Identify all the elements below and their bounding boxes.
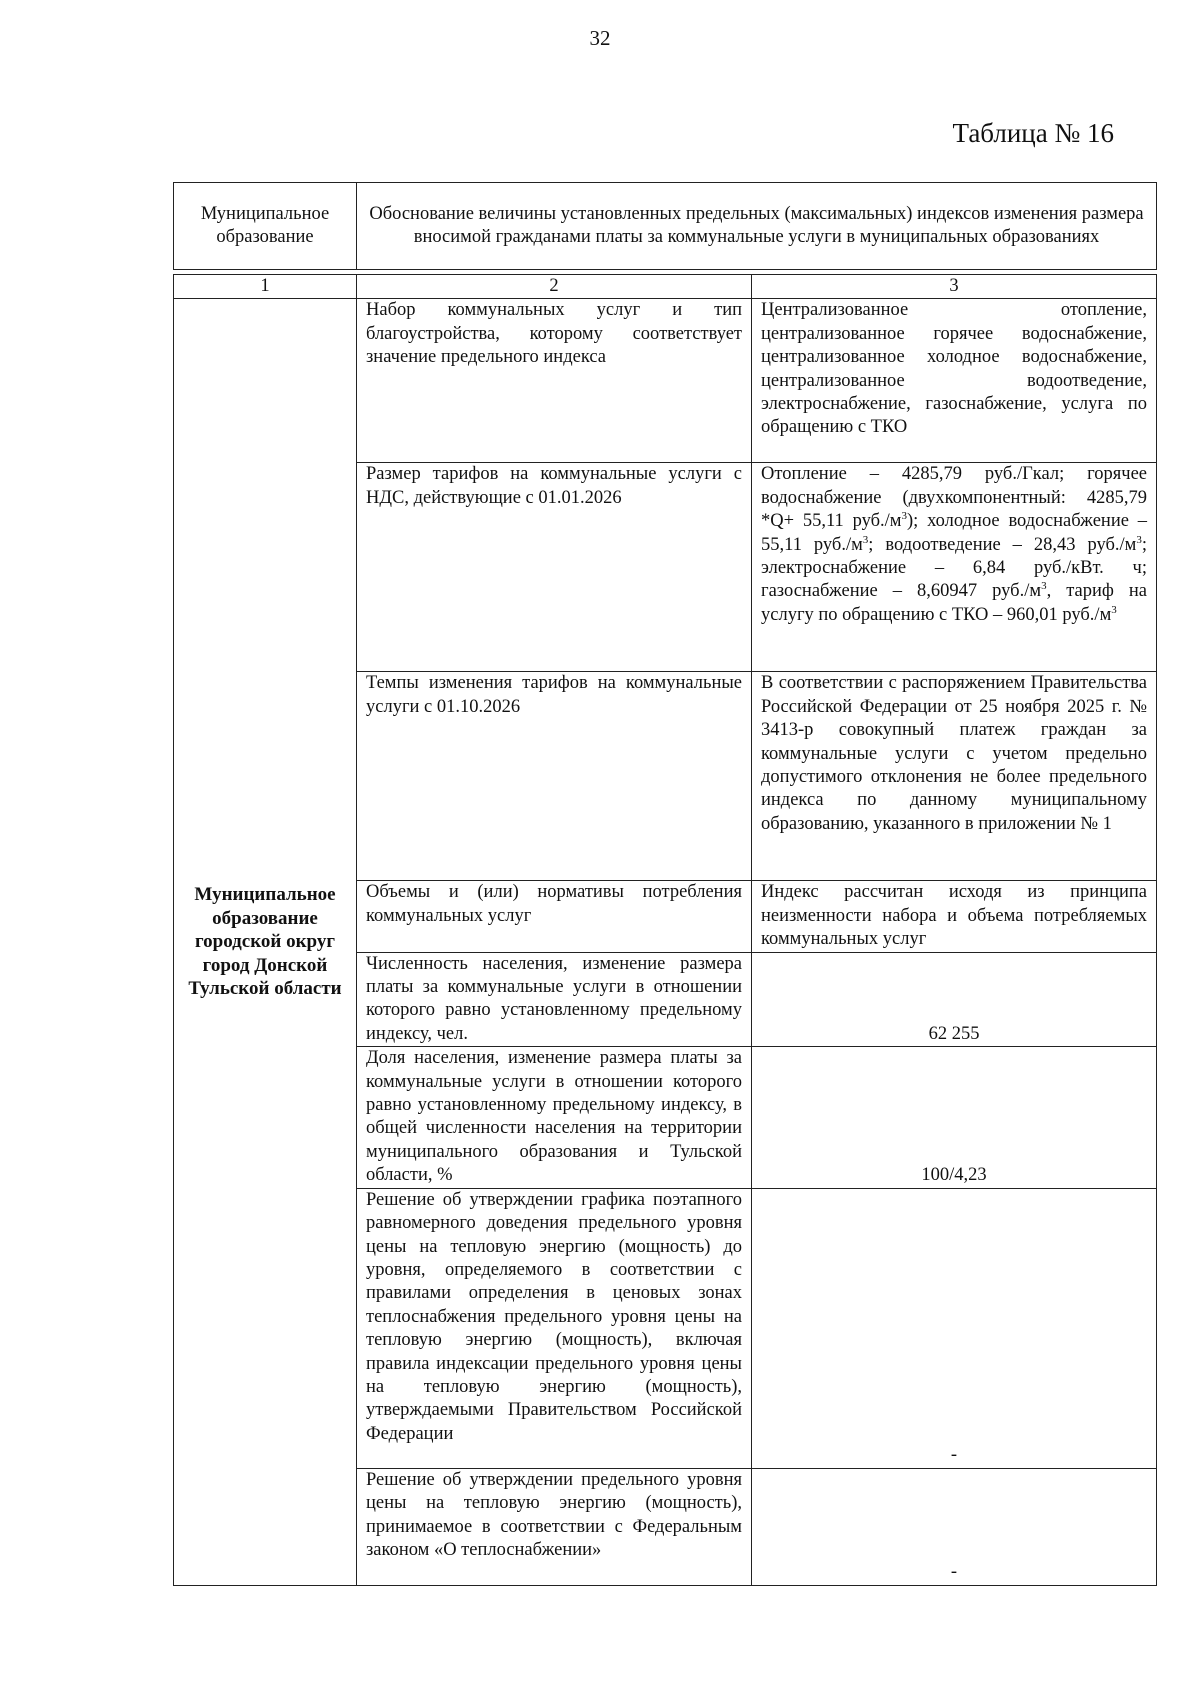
row-value: - [752,1188,1157,1468]
row-label: Доля населения, изменение размера платы за коммунальные услуги в отношении которого равно установленному предельному индексу, в общей численности населения на территории муниципального образования и Тульской области, % [357,1047,752,1188]
row-label: Набор коммунальных услуг и тип благоустройства, которому соответствует значение предельного индекса [357,299,752,463]
header-table [173,182,1157,270]
row-value: 62 255 [752,952,1157,1047]
row-label: Численность населения, изменение размера платы за коммунальные услуги в отношении которого равно установленному предельному индексу, чел. [357,952,752,1047]
column-number-2: 2 [357,275,752,299]
header-col-justification: Обоснование величины установленных предельных (максимальных) индексов изменения размера вносимой гражданами платы за коммунальные услуги в муниципальных образованиях [357,183,1157,270]
row-label: Объемы и (или) нормативы потребления коммунальных услуг [357,881,752,952]
table-title: Таблица № 16 [952,118,1114,148]
row-label: Решение об утверждении предельного уровня цены на тепловую энергию (мощность), принимаемое в соответствии с Федеральным законом «О теплоснабжении» [357,1468,752,1585]
row-label: Решение об утверждении графика поэтапного равномерного доведения предельного уровня цены на тепловую энергию (мощность) до уровня, определяемого в соответствии с правилами определения в ценовых зонах теплоснабжения предельного уровня цены на тепловую энергию (мощность), включая правила индексации предельного уровня цены на тепловую энергию (мощность), утверждаемыми Правительством Российской Федерации [357,1188,752,1468]
header-col-municipality: Муниципальное образование [174,183,357,270]
column-number-3: 3 [752,275,1157,299]
row-value: В соответствии с распоряжением Правительства Российской Федерации от 25 ноября 2025 г. № 3413-р совокупный платеж граждан за коммунальные услуги с учетом предельно допустимого отклонения не более предельного индекса по данному муниципальному образованию, указанного в приложении № 1 [752,672,1157,881]
row-value: Отопление – 4285,79 руб./Гкал; горячее водоснабжение (двухкомпонентный: 4285,79 *Q+ 55,11 $руб./м^3$); холодное водоснабжение – 55,11 $руб./м^3$; водоотведение – 28,43 $руб./м^3$; электроснабжение – 6,84 руб./кВт. ч; газоснабжение – 8,60947 $руб./м^3$, тариф на услугу по обращению с ТКО – 960,01 $руб./м^3$ [752,463,1157,672]
row-value: Централизованное отопление, централизованное горячее водоснабжение, централизованное холодное водоснабжение, централизованное водоотведение, электроснабжение, газоснабжение, услуга по обращению с ТКО [752,299,1157,463]
column-numbers-row [174,275,1157,299]
row-label: Темпы изменения тарифов на коммунальные услуги с 01.10.2026 [357,672,752,881]
row-value: 100/4,23 [752,1047,1157,1188]
page-number: 32 [589,26,611,50]
row-value: - [752,1468,1157,1585]
column-number-1: 1 [174,275,357,299]
municipality-name: Муниципальное образование городской округ город Донской Тульской области [174,299,357,1585]
row-value: Индекс рассчитан исходя из принципа неизменности набора и объема потребляемых коммунальных услуг [752,881,1157,952]
data-table [173,274,1157,1586]
row-label: Размер тарифов на коммунальные услуги с НДС, действующие с 01.01.2026 [357,463,752,672]
header-row [174,183,1157,270]
table-row [174,299,1157,463]
